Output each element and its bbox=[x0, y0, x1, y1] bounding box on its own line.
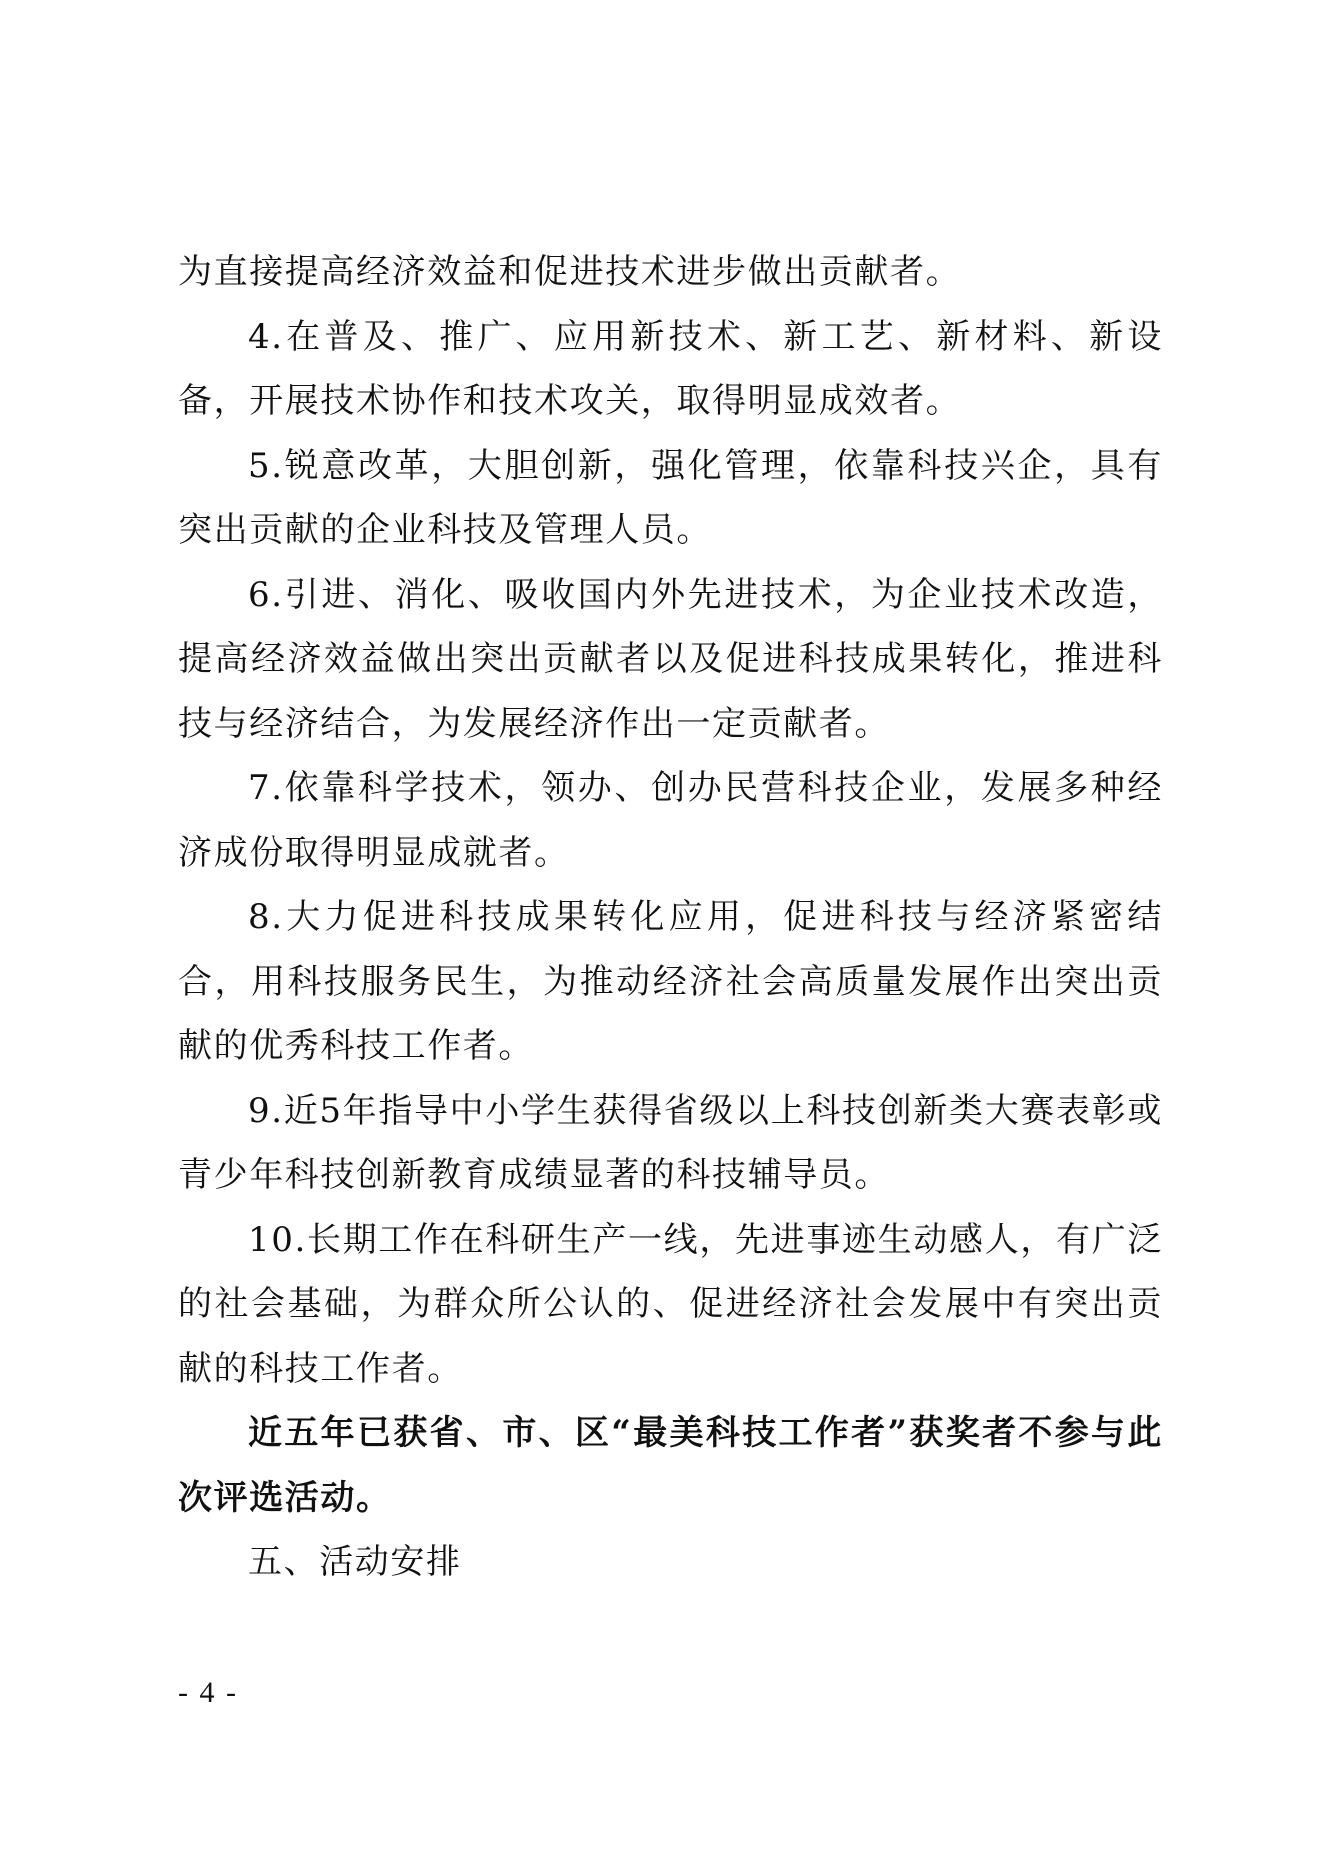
paragraph-item-10: 10.长期工作在科研生产一线，先进事迹生动感人，有广泛的社会基础，为群众所公认的、促进经济社会发展中有突出贡献的科技工作者。 bbox=[178, 1219, 1163, 1389]
paragraph-item-5: 5.锐意改革，大胆创新，强化管理，依靠科技兴企，具有突出贡献的企业科技及管理人员。 bbox=[178, 445, 1163, 550]
paragraph-continuation: 为直接提高经济效益和促进技术进步做出贡献者。 bbox=[178, 252, 962, 292]
section-heading-activity-arrangement: 五、活动安排 bbox=[248, 1542, 462, 1582]
paragraph-item-9: 9.近5年指导中小学生获得省级以上科技创新类大赛表彰或青少年科技创新教育成绩显著的科技辅导员。 bbox=[178, 1090, 1163, 1195]
document-body bbox=[178, 240, 1163, 1595]
page-number: - 4 - bbox=[178, 1676, 238, 1709]
paragraph-item-4: 4.在普及、推广、应用新技术、新工艺、新材料、新设备，开展技术协作和技术攻关，取得明显成效者。 bbox=[178, 316, 1163, 421]
paragraph-exclusion-note: 近五年已获省、市、区“最美科技工作者”获奖者不参与此次评选活动。 bbox=[178, 1413, 1163, 1518]
paragraph-item-7: 7.依靠科学技术，领办、创办民营科技企业，发展多种经济成份取得明显成就者。 bbox=[178, 768, 1163, 873]
paragraph-item-6: 6.引进、消化、吸收国内外先进技术，为企业技术改造，提高经济效益做出突出贡献者以及促进科技成果转化，推进科技与经济结合，为发展经济作出一定贡献者。 bbox=[178, 574, 1163, 744]
paragraph-item-8: 8.大力促进科技成果转化应用，促进科技与经济紧密结合，用科技服务民生，为推动经济社会高质量发展作出突出贡献的优秀科技工作者。 bbox=[178, 897, 1163, 1066]
